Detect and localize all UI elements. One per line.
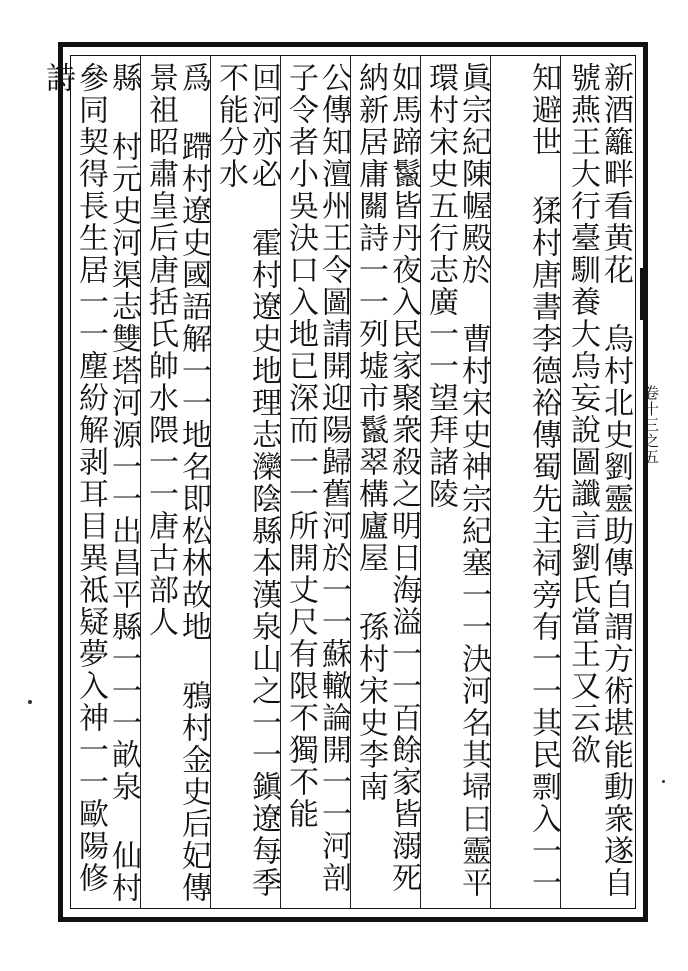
- fishtail-mark: [640, 268, 648, 320]
- text-column-7: 爲 蹛村遼史國語解一一地名即松林故地 鴉村金史后妃傳景祖昭肅皇后唐括氏帥水隈一一唐古部人: [143, 62, 211, 904]
- text-column-4: 如馬蹄鬣皆丹夜入民家聚衆殺之明日海溢一一百餘家皆溺死納新居庸關詩一一列墟市鬣翠構廬屋 孫村宋史李南: [353, 62, 421, 894]
- text-column-3: 眞宗紀陳幄殿於 曹村宋史神宗紀塞一一決河名其埽曰靈平 環村宋史五行志廣一一望拜諸陵: [423, 62, 491, 899]
- scan-speck: [28, 700, 32, 704]
- text-column-1: 新酒籬畔看黄花 烏村北史劉靈助傳自謂方術堪能動衆遂自號燕王大行臺馴養大烏妄說圖讖言劉氏當王又云欲: [565, 62, 633, 899]
- text-column-8: 縣 村元史河渠志雙塔河源一一出昌平縣一一一畝泉 仙村參同契得長生居一一塵紛解剥耳目異祗疑夢入神一一歐陽修詩: [40, 62, 141, 904]
- volume-label: 卷十三之五: [642, 385, 660, 465]
- text-column-5: 公傳知澶州王令圖請開迎陽歸舊河於一一蘇轍論開一一河剖子令者小吳決口入地已深而一一所開丈尺有限不獨不能: [283, 62, 351, 894]
- scan-speck: [662, 780, 665, 783]
- banxin-strip: [636, 55, 648, 909]
- text-column-6: 回河亦必 霍村遼史地理志灤陰縣本漢泉山之一一鎭遼每季不能分水: [213, 62, 281, 899]
- text-column-2: 知避世 猱村唐書李德裕傳蜀先主祠旁有一一其民剽入一一: [526, 62, 561, 899]
